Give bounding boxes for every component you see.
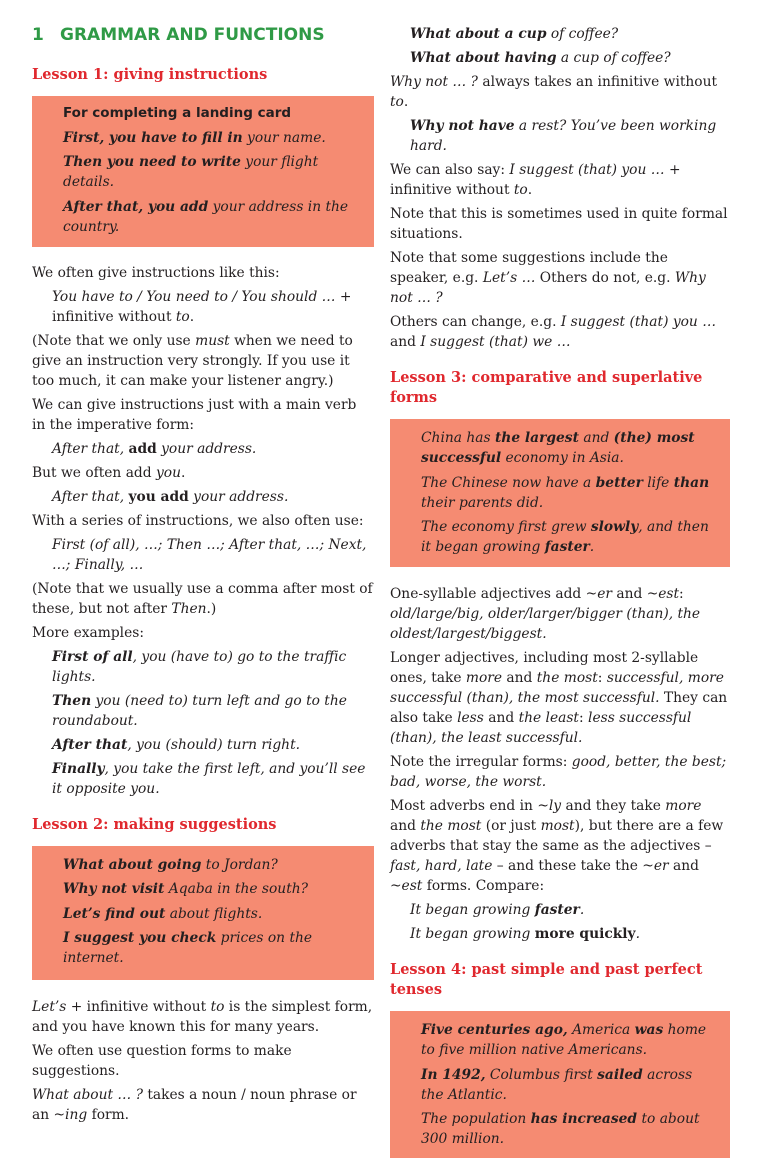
lesson2-para: We often use question forms to make suggestions. — [32, 1043, 292, 1079]
lesson1-example: First (of all), …; Then …; After that, …; Next, …; Finally, … — [52, 536, 367, 573]
unit-title — [32, 24, 374, 50]
lesson2-box-line: Let’s find out about flights. — [63, 905, 263, 922]
lesson1-example: First of all, you (have to) go to the traffic lights. — [52, 648, 347, 685]
lesson1-para: More examples: — [32, 624, 144, 641]
lesson1-title: Lesson 1: giving instructions — [32, 66, 268, 83]
lesson2-box-line: What about going to Jordan? — [63, 856, 278, 873]
lesson2-example: Why not have a rest? You’ve been working hard. — [410, 118, 717, 154]
right-column — [390, 0, 730, 1158]
lesson1-box-heading: For completing a landing card — [63, 105, 292, 121]
lesson3-example: It began growing faster. — [410, 902, 585, 918]
lesson4-box-line: Five centuries ago, America was home to five million native Americans. — [421, 1022, 707, 1058]
lesson2-example: What about having a cup of coffee? — [410, 50, 671, 66]
lesson1-box-line: After that, you add your address in the country. — [63, 198, 349, 235]
unit-number: 1 — [32, 25, 44, 45]
lesson4-title: Lesson 4: past simple and past perfect tenses — [390, 961, 703, 998]
lesson3-para: One-syllable adjectives add ~er and ~est: old/large/big, older/larger/bigger (than), the oldest/largest/biggest. — [390, 586, 701, 642]
lesson2-para: We can also say: I suggest (that) you … + infinitive without to. — [390, 162, 681, 198]
lesson1-box-line: First, you have to fill in your name. — [63, 129, 326, 146]
lesson1-box-line: Then you need to write your flight details. — [63, 154, 319, 190]
lesson4-box-line: The population has increased to about 300 million. — [421, 1111, 700, 1147]
lesson4-example-box — [390, 1011, 730, 1158]
lesson3-example-box — [390, 419, 730, 567]
lesson1-example: After that, you (should) turn right. — [52, 736, 300, 753]
lesson3-title: Lesson 3: comparative and superlative forms — [390, 369, 703, 406]
lesson1-para: We often give instructions like this: — [32, 264, 280, 281]
lesson2-title: Lesson 2: making suggestions — [32, 815, 277, 833]
lesson3-para: Most adverbs end in ~ly and they take more and the most (or just most), but there are a few adverbs that stay the same as the adjectives – fast, hard, late – and these take the ~er and ~est forms. Compare: — [390, 798, 724, 894]
lesson1-para: With a series of instructions, we also often use: — [32, 512, 364, 529]
lesson2-para: Note that some suggestions include the speaker, e.g. Let’s … Others do not, e.g. Why not … ? — [390, 250, 706, 306]
lesson1-para: (Note that we only use must when we need to give an instruction very strongly. If you use it too much, it can make your listener angry.) — [32, 332, 353, 389]
lesson3-para: Note the irregular forms: good, better, the best; bad, worse, the worst. — [390, 754, 727, 790]
lesson4-box-line: In 1492, Columbus first sailed across the Atlantic. — [421, 1066, 693, 1103]
lesson1-example: Then you (need to) turn left and go to the roundabout. — [52, 692, 347, 729]
lesson2-para: What about … ? takes a noun / noun phrase or an ~ing form. — [32, 1087, 357, 1123]
lesson2-example-box — [32, 846, 374, 981]
lesson1-example: You have to / You need to / You should … + infinitive without to. — [52, 288, 352, 325]
lesson3-example: It began growing more quickly. — [410, 926, 640, 942]
lesson1-para: We can give instructions just with a main verb in the imperative form: — [32, 396, 357, 433]
lesson1-example: After that, you add your address. — [52, 488, 289, 505]
lesson1-para: But we often add you. — [32, 464, 186, 481]
lesson2-example: What about a cup of coffee? — [410, 26, 619, 42]
lesson1-para: (Note that we usually use a comma after most of these, but not after Then.) — [32, 580, 373, 617]
lesson1-example-box — [32, 96, 374, 247]
lesson2-box-line: I suggest you check prices on the internet. — [63, 930, 313, 966]
lesson2-para: Let’s + infinitive without to is the simplest form, and you have known this for many years. — [32, 999, 373, 1035]
lesson3-para: Longer adjectives, including most 2-syllable ones, take more and the most: successful, more successful (than), the most successful. They can also take less and the least: less successful (than), the least successful. — [390, 650, 728, 746]
lesson2-para: Why not … ? always takes an infinitive without to. — [390, 74, 718, 110]
lesson3-box-line: The Chinese now have a better life than their parents did. — [421, 474, 710, 511]
lesson3-box-line: China has the largest and (the) most successful economy in Asia. — [421, 430, 695, 466]
lesson3-box-line: The economy first grew slowly, and then it began growing faster. — [421, 519, 709, 555]
lesson2-para: Others can change, e.g. I suggest (that) you … and I suggest (that) we … — [390, 314, 717, 350]
lesson1-example: After that, add your address. — [52, 440, 257, 457]
unit-title-text: GRAMMAR AND FUNCTIONS — [60, 25, 325, 45]
lesson1-example: Finally, you take the first left, and you’ll see it opposite you. — [52, 760, 366, 797]
lesson2-box-line: Why not visit Aqaba in the south? — [63, 881, 309, 897]
left-column — [32, 0, 374, 1129]
lesson2-para: Note that this is sometimes used in quite formal situations. — [390, 206, 728, 242]
